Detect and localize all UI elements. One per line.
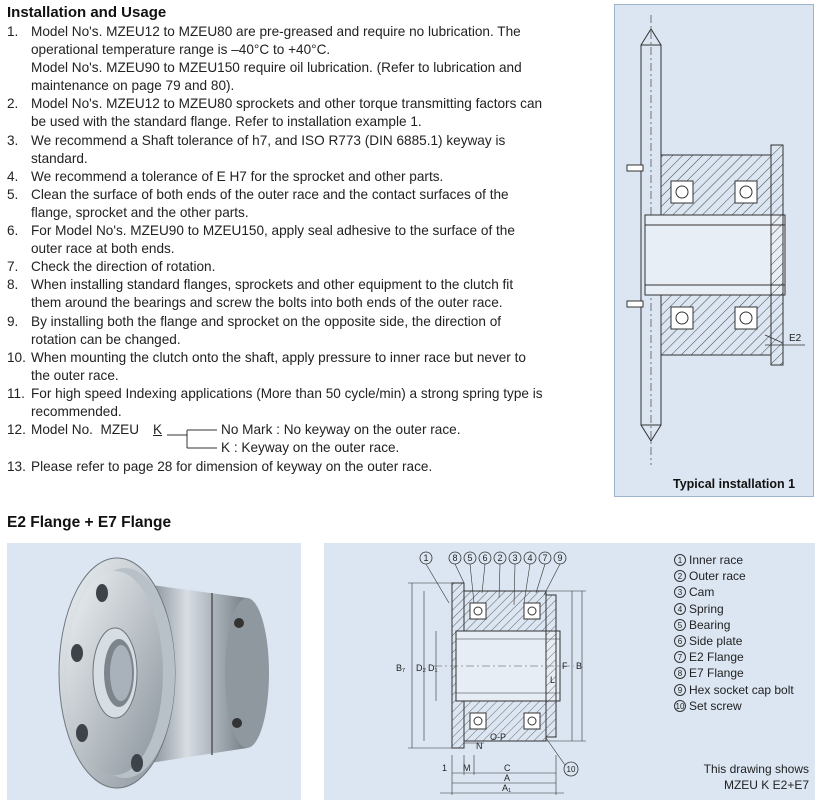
installation-label-e2: E2 bbox=[789, 333, 802, 344]
instruction-number: 1. bbox=[7, 24, 19, 39]
dim-m: M bbox=[463, 763, 471, 773]
instruction-number: 8. bbox=[7, 277, 19, 293]
instruction-line: Model No's. MZEU12 to MZEU80 sprockets and other torque transmitting factors can bbox=[31, 96, 543, 112]
drawing-note-line-2: MZEU K E2+E7 bbox=[723, 778, 809, 792]
callout-1-label: 1 bbox=[423, 553, 429, 563]
instruction-line: them around the bearings and screw the bolts into both ends of the outer race. bbox=[31, 295, 503, 311]
callout-4-label: 4 bbox=[527, 553, 533, 563]
instruction-item bbox=[7, 258, 607, 276]
instruction-line: We recommend a Shaft tolerance of h7, and ISO R773 (DIN 6885.1) keyway is bbox=[31, 132, 506, 148]
section-title: Installation and Usage bbox=[7, 4, 167, 21]
product-photo bbox=[7, 543, 301, 800]
instruction-item-13 bbox=[7, 458, 607, 476]
dim-f: F bbox=[562, 661, 568, 671]
instruction-line: outer race at both ends. bbox=[31, 241, 175, 257]
instruction-line: Clean the surface of both ends of the outer race and the contact surfaces of the bbox=[31, 186, 509, 202]
callout-5-label: 5 bbox=[467, 553, 473, 563]
instruction-line: maintenance on page 79 and 80). bbox=[31, 78, 235, 94]
instruction-line: rotation can be changed. bbox=[31, 331, 181, 347]
dim-l: L bbox=[550, 675, 556, 685]
instruction-item bbox=[7, 23, 607, 95]
instruction-line: Model No's. MZEU12 to MZEU80 are pre-greased and require no lubrication. The bbox=[31, 24, 521, 39]
instruction-line: standard. bbox=[31, 150, 88, 166]
instruction-line: We recommend a tolerance of E H7 for the sprocket and other parts. bbox=[31, 168, 444, 184]
flange-section-title: E2 Flange + E7 Flange bbox=[7, 514, 172, 531]
legend-item bbox=[674, 584, 794, 600]
legend-item bbox=[674, 698, 794, 714]
legend-text: Hex socket cap bolt bbox=[689, 682, 794, 697]
instruction-number: 12. bbox=[7, 422, 26, 438]
dim-b7: B₇ bbox=[396, 663, 406, 673]
drawing-note-line-1: This drawing shows bbox=[703, 762, 809, 776]
legend-item bbox=[674, 601, 794, 617]
legend-item bbox=[674, 665, 794, 681]
dim-a1: A₁ bbox=[502, 783, 512, 793]
instruction-line: the outer race. bbox=[31, 367, 119, 383]
legend-number: 2 bbox=[674, 570, 686, 582]
dim-one: 1 bbox=[442, 763, 448, 773]
legend-number: 5 bbox=[674, 619, 686, 631]
legend-item bbox=[674, 617, 794, 633]
instruction-line: be used with the standard flange. Refer to installation example 1. bbox=[31, 114, 422, 130]
instruction-number: 11. bbox=[7, 385, 25, 401]
callout-6-label: 6 bbox=[482, 553, 488, 563]
instruction-line: Check the direction of rotation. bbox=[31, 259, 216, 275]
instruction-number: 7. bbox=[7, 259, 19, 275]
drawing-note bbox=[704, 761, 809, 793]
instruction-number: 2. bbox=[7, 96, 19, 112]
instruction-line: By installing both the flange and sprocket on the opposite side, the direction of bbox=[31, 313, 502, 329]
instruction-item bbox=[7, 276, 607, 312]
dim-op: O-P bbox=[490, 732, 507, 742]
instruction-number: 3. bbox=[7, 132, 19, 148]
legend-number: 10 bbox=[675, 701, 685, 711]
legend-number: 9 bbox=[674, 684, 686, 696]
installation-diagram bbox=[615, 5, 813, 475]
instruction-list bbox=[7, 23, 607, 476]
parts-legend bbox=[674, 552, 794, 714]
legend-text: Bearing bbox=[689, 617, 731, 632]
installation-panel bbox=[614, 4, 814, 497]
instruction-line: Please refer to page 28 for dimension of keyway on the outer race. bbox=[31, 459, 433, 475]
instruction-item bbox=[7, 95, 607, 131]
legend-text: Side plate bbox=[689, 634, 743, 649]
legend-text: Cam bbox=[689, 585, 715, 600]
instruction-number: 5. bbox=[7, 186, 19, 202]
instruction-number: 9. bbox=[7, 313, 19, 329]
bracket-lines bbox=[165, 421, 225, 458]
instruction-item bbox=[7, 222, 607, 258]
legend-number: 4 bbox=[674, 603, 686, 615]
legend-number: 8 bbox=[674, 667, 686, 679]
model-suffix: K bbox=[153, 422, 163, 438]
legend-item bbox=[674, 649, 794, 665]
legend-text: E2 Flange bbox=[689, 650, 744, 665]
dim-n: N bbox=[476, 741, 483, 751]
legend-text: Inner race bbox=[689, 553, 744, 567]
installation-caption: Typical installation 1 bbox=[673, 477, 796, 491]
callout-8-label: 8 bbox=[452, 553, 458, 563]
legend-item bbox=[674, 568, 794, 584]
dim-b: B bbox=[576, 661, 583, 671]
keyway-option-2: K : Keyway on the outer race. bbox=[221, 440, 400, 456]
dim-d2: D₂ bbox=[416, 663, 426, 673]
legend-item bbox=[674, 552, 794, 568]
callout-10-label: 10 bbox=[566, 765, 576, 774]
instruction-number: 6. bbox=[7, 223, 19, 239]
legend-text: Outer race bbox=[689, 569, 746, 584]
model-keyway-diagram bbox=[31, 421, 607, 458]
instruction-line: recommended. bbox=[31, 403, 122, 419]
instruction-number: 4. bbox=[7, 168, 19, 184]
model-prefix: Model No. MZEU bbox=[31, 422, 143, 438]
legend-number: 3 bbox=[674, 586, 686, 598]
legend-number: 1 bbox=[674, 554, 686, 566]
instruction-line: For Model No's. MZEU90 to MZEU150, apply seal adhesive to the surface of the bbox=[31, 223, 515, 239]
instruction-line: When mounting the clutch onto the shaft, apply pressure to inner race but never to bbox=[31, 349, 526, 365]
instruction-line: For high speed Indexing applications (More than 50 cycle/min) a strong spring type is bbox=[31, 385, 543, 401]
callout-3-label: 3 bbox=[512, 553, 518, 563]
keyway-option-1: No Mark : No keyway on the outer race. bbox=[221, 422, 461, 438]
instruction-item bbox=[7, 313, 607, 349]
instruction-item bbox=[7, 168, 607, 186]
instruction-line: operational temperature range is –40°C to +40°C. bbox=[31, 42, 331, 58]
callout-7-label: 7 bbox=[542, 553, 548, 563]
instruction-line: When installing standard flanges, sprockets and other equipment to the clutch fit bbox=[31, 277, 514, 293]
legend-text: Spring bbox=[689, 601, 724, 616]
instruction-line: flange, sprocket and the other parts. bbox=[31, 204, 249, 220]
dim-a: A bbox=[504, 773, 511, 783]
instruction-number: 13. bbox=[7, 459, 26, 475]
instruction-item-12 bbox=[7, 421, 607, 458]
instruction-item bbox=[7, 132, 607, 168]
legend-item bbox=[674, 633, 794, 649]
dim-c: C bbox=[504, 763, 511, 773]
callout-9-label: 9 bbox=[557, 553, 563, 563]
instruction-item bbox=[7, 349, 607, 385]
instruction-number: 10. bbox=[7, 349, 26, 365]
legend-text: E7 Flange bbox=[689, 666, 744, 681]
instruction-item bbox=[7, 186, 607, 222]
legend-number: 6 bbox=[674, 635, 686, 647]
legend-item bbox=[674, 682, 794, 698]
instruction-item bbox=[7, 385, 607, 421]
callout-2-label: 2 bbox=[497, 553, 503, 563]
legend-number: 7 bbox=[674, 651, 686, 663]
instruction-line: Model No's. MZEU90 to MZEU150 require oil lubrication. (Refer to lubrication and bbox=[31, 60, 522, 76]
dim-d1: D₁ bbox=[428, 663, 438, 673]
legend-text: Set screw bbox=[689, 698, 742, 713]
